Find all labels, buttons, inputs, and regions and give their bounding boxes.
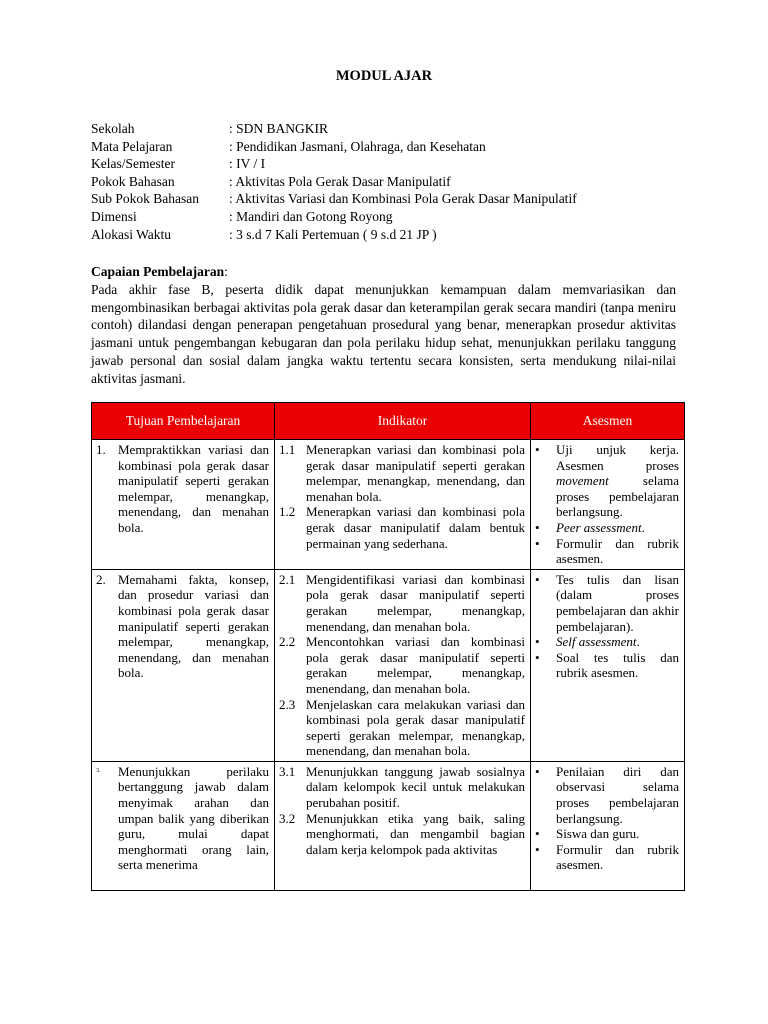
bullet-icon: • [535,763,540,779]
bullet-icon: • [535,535,540,551]
identity-label: Sub Pokok Bahasan [91,191,199,207]
identity-label: Dimensi [91,208,137,224]
asesmen-item [535,536,679,567]
indikator-text: Menjelaskan cara melakukan variasi dan kombinasi pola gerak dasar manipulatif seperti gerakan melempar, menangkap, menendang, dan menahan bola. [306,696,525,759]
bullet-icon: • [535,519,540,535]
identity-value: : SDN BANGKIR [229,121,329,136]
capaian-heading: Capaian Pembelajaran [91,264,225,279]
asesmen-text: Formulir dan rubrik asesmen. [556,841,679,873]
asesmen-item [535,442,679,520]
asesmen-text: Siswa dan guru. [556,826,640,842]
indikator-item [279,811,525,858]
asesmen-item [535,634,679,650]
tujuan-number: 3. [96,767,101,774]
asesmen-text: Soal tes tulis dan rubrik asesmen. [556,649,679,681]
asesmen-emphasis: Peer assessment [556,519,642,535]
indikator-number: 3.1 [279,763,296,779]
asesmen-text: Formulir dan rubrik asesmen. [556,535,679,567]
indikator-text: Mengidentifikasi variasi dan kombinasi pola gerak dasar manipulatif seperti gerakan melempar, menangkap, menendang, dan menahan bola. [306,571,525,634]
identity-row [91,173,577,191]
identity-label: Mata Pelajaran [91,138,173,154]
header-tujuan: Tujuan Pembelajaran [92,403,275,440]
asesmen-item [535,842,679,873]
identity-row [91,155,577,173]
learning-table [91,402,685,891]
asesmen-item [535,650,679,681]
tujuan-cell [92,569,275,761]
asesmen-emphasis: movement [556,473,609,489]
indikator-cell [275,440,531,570]
identity-label: Pokok Bahasan [91,173,175,189]
identity-row [91,138,577,156]
bullet-icon: • [535,649,540,665]
table-header-row [92,403,685,440]
identity-value: : Aktivitas Variasi dan Kombinasi Pola Gerak Dasar Manipulatif [229,191,577,207]
indikator-text: Mencontohkan variasi dan kombinasi pola gerak dasar manipulatif seperti gerakan melempar, menangkap, menendang, dan menahan bola. [306,634,525,696]
identity-row [91,190,577,208]
tujuan-cell [92,440,275,570]
table-row [92,569,685,761]
indikator-item [279,504,525,551]
indikator-number: 1.1 [279,442,296,457]
identity-value: : Mandiri dan Gotong Royong [229,208,393,224]
identity-row [91,226,577,244]
asesmen-cell [531,440,685,570]
tujuan-text: Menunjukkan perilaku bertanggung jawab dalam menyimak arahan dan umpan balik yang diberikan guru, mulai dapat menghormati orang lain, serta menerima [118,763,269,873]
header-indikator: Indikator [275,403,531,440]
identity-label: Alokasi Waktu [91,226,172,242]
indikator-number: 1.2 [279,504,296,520]
indikator-cell [275,761,531,890]
indikator-text: Menunjukkan tanggung jawab sosialnya dalam kelompok kecil untuk melakukan perubahan positif. [306,763,525,811]
table-row [92,440,685,570]
asesmen-item [535,826,679,842]
bullet-icon: • [535,442,540,457]
bullet-icon: • [535,634,540,650]
page-title: MODUL AJAR [335,68,433,84]
identity-value: : IV / I [229,156,266,172]
identity-label: Kelas/Semester [91,156,175,172]
tujuan-cell [92,761,275,890]
indikator-cell [275,569,531,761]
asesmen-cell [531,761,685,890]
tujuan-number: 1. [96,442,106,457]
identity-row [91,208,577,226]
indikator-number: 2.1 [279,571,296,587]
indikator-text: Menerapkan variasi dan kombinasi pola gerak dasar manipulatif dalam bentuk permainan yang sederhana. [306,504,525,551]
bullet-icon: • [535,571,540,587]
indikator-number: 2.2 [279,634,296,650]
identity-list [91,120,577,243]
identity-value: : Pendidikan Jasmani, Olahraga, dan Kesehatan [229,138,486,154]
asesmen-item [535,520,679,536]
asesmen-text: Tes tulis dan lisan (dalam proses pembelajaran dan akhir pembelajaran). [556,571,679,634]
indikator-text: Menunjukkan etika yang baik, saling menghormati, dan mengambil bagian dalam kerja kelompok pada aktivitas [306,810,525,857]
tujuan-text: Memahami fakta, konsep, dan prosedur variasi dan kombinasi pola gerak dasar manipulatif seperti gerakan melempar, menangkap, menendang, dan menahan bola. [118,571,269,681]
indikator-item [279,764,525,811]
asesmen-item [535,572,679,634]
header-asesmen: Asesmen [531,403,685,440]
indikator-item [279,442,525,504]
identity-row [91,120,577,138]
indikator-number: 3.2 [279,810,296,826]
asesmen-item [535,764,679,826]
bullet-icon: • [535,841,540,857]
asesmen-text-tail: selama proses pembelajaran berlangsung. [556,473,679,520]
indikator-item [279,697,525,759]
asesmen-text-tail: . [641,519,645,535]
tujuan-text: Mempraktikkan variasi dan kombinasi pola gerak dasar manipulatif seperti gerakan melempar, menangkap, menendang, dan menahan bola. [118,442,269,535]
indikator-text: Menerapkan variasi dan kombinasi pola gerak dasar manipulatif seperti gerakan melempar, menangkap, menendang, dan menahan bola. [306,442,525,504]
capaian-section [91,263,676,388]
indikator-number: 2.3 [279,696,296,712]
indikator-item [279,572,525,634]
capaian-heading-line: Capaian Pembelajaran: [91,264,228,279]
asesmen-text: Uji unjuk kerja. Asesmen proses [556,442,679,473]
capaian-text: Pada akhir fase B, peserta didik dapat menunjukkan kemampuan dalam memvariasikan dan mengombinasikan berbagai aktivitas pola gerak dasar dan keterampilan gerak secara mandiri (tanpa meniru contoh) dilandasi dengan penerapan pengetahuan prosedural yang benar, menerapkan prosedur aktivitas jasmani untuk pengembangan kebugaran dan pola perilaku hidup sehat, menunjukkan perilaku tanggung jawab personal dan sosial dalam jangka waktu tertentu secara konsisten, serta mendukung nilai-nilai aktivitas jasmani. [91,281,676,386]
identity-value: : 3 s.d 7 Kali Pertemuan ( 9 s.d 21 JP ) [229,226,437,242]
asesmen-emphasis: Self assessment [556,634,637,650]
bullet-icon: • [535,826,540,842]
table-row [92,761,685,890]
identity-value: : Aktivitas Pola Gerak Dasar Manipulatif [229,173,451,189]
asesmen-text-tail: . [636,634,640,650]
asesmen-cell [531,569,685,761]
asesmen-text: Penilaian diri dan observasi selama proses pembelajaran berlangsung. [556,763,679,826]
indikator-item [279,634,525,696]
identity-label: Sekolah [91,121,135,136]
tujuan-number: 2. [96,571,106,587]
